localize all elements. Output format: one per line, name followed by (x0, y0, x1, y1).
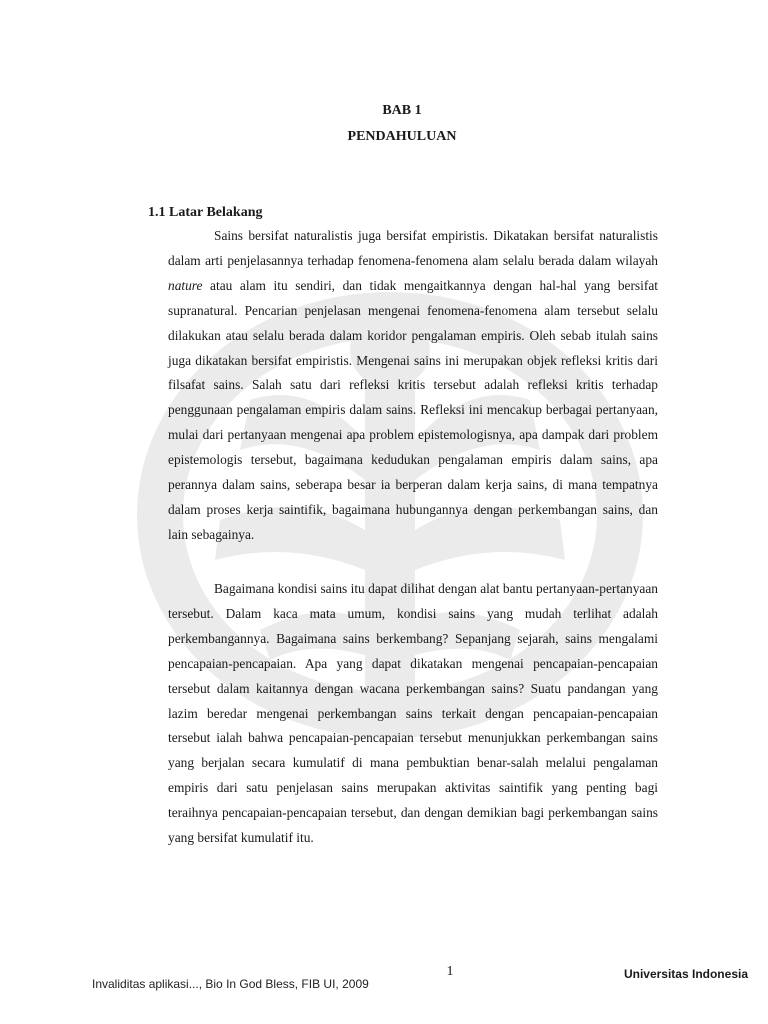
page-number: 1 (446, 964, 454, 979)
paragraph-1-italic-term: nature (168, 277, 203, 293)
paragraph-2-text: Bagaimana kondisi sains itu dapat dilihat dengan alat bantu pertanyaan-pertanyaan tersebut. Dalam kaca mata umum, kondisi sains yang mudah terlihat adalah perkembangannya. Bagaimana sains berkembang? Sepanjang sejarah, sains mengalami pencapaian-pencapaian. Apa yang dapat dikatakan mengenai pencapaian-pencapaian tersebut dalam kaitannya dengan wacana perkembangan sains? Suatu pandangan yang lazim beredar mengenai perkembangan sains terkait dengan pencapaian-pencapaian tersebut ialah bahwa pencapaian-pencapaian tersebut menunjukkan perkembangan sains yang berjalan secara kumulatif di mana pembuktian benar-salah melalui pengalaman empiris dari satu penjelasan sains merupakan aktivitas saintifik yang penting bagi teraihnya pencapaian-pencapaian tersebut, dan dengan demikian bagi perkembangan sains yang bersifat kumulatif itu. (168, 581, 658, 846)
chapter-title: PENDAHULUAN (347, 129, 457, 144)
chapter-number: BAB 1 (382, 103, 422, 118)
paragraph-2 (168, 577, 658, 851)
footer-citation: Invaliditas aplikasi..., Bio In God Bless, FIB UI, 2009 (92, 977, 369, 991)
section-title: 1.1 Latar Belakang (148, 205, 263, 220)
paragraph-1 (168, 224, 658, 548)
paragraph-1-text-a: Sains bersifat naturalistis juga bersifat empiristis. Dikatakan bersifat naturalistis dalam arti penjelasannya terhadap fenomena-fenomena alam selalu berada dalam wilayah (168, 228, 658, 268)
paragraph-1-text-b: atau alam itu sendiri, dan tidak mengaitkannya dengan hal-hal yang bersifat supranatural. Pencarian penjelasan mengenai fenomena-fenomena alam tersebut selalu dilakukan atau selalu berada dalam koridor pengalaman empiris. Oleh sebab itulah sains juga dikatakan bersifat empiristis. Mengenai sains ini merupakan objek refleksi kritis dari filsafat sains. Salah satu dari refleksi kritis tersebut adalah refleksi kritis terhadap penggunaan pengalaman empiris dalam sains. Refleksi ini mencakup berbagai pertanyaan, mulai dari pertanyaan mengenai apa problem epistemologisnya, apa dampak dari problem epistemologis tersebut, bagaimana kedudukan pengalaman empiris dalam sains, apa perannya dalam sains, seberapa besar ia berperan dalam kerja sains, di mana tempatnya dalam proses kerja saintifik, bagaimana hubungannya dengan perkembangan sains, dan lain sebagainya. (168, 277, 658, 542)
university-name: Universitas Indonesia (623, 967, 748, 981)
